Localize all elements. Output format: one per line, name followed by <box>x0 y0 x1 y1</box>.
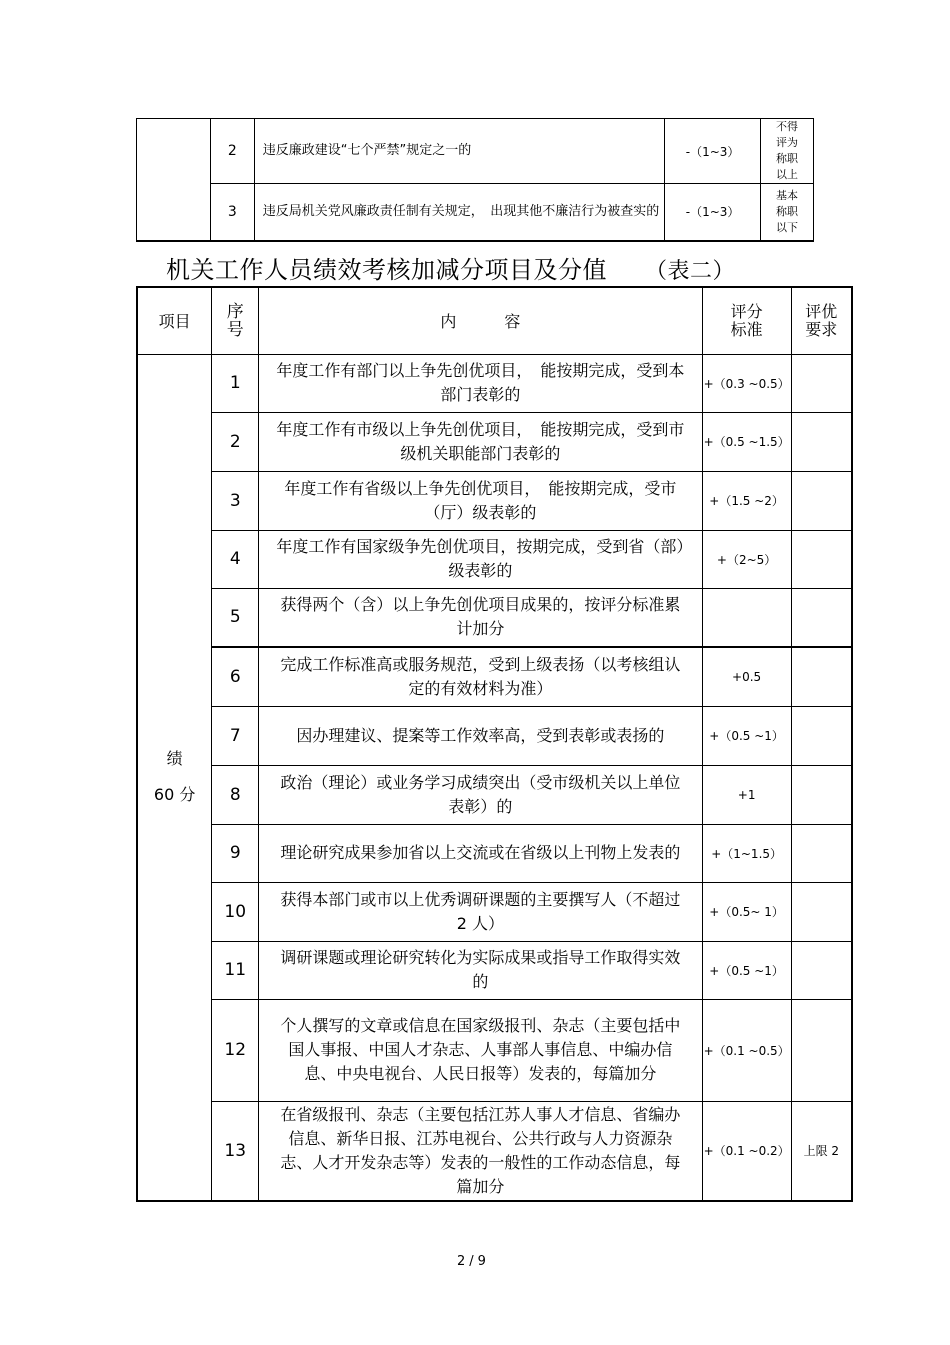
row-score: +（0.1 ~0.2） <box>702 1101 791 1201</box>
row-score: +（1~1.5） <box>702 824 791 882</box>
row-requirement: 不得评为称职以上 <box>761 119 814 184</box>
row-seq: 2 <box>210 119 254 184</box>
row-score: +（0.1 ~0.5） <box>702 999 791 1101</box>
project-cell <box>137 354 212 1201</box>
row-requirement: 上限 2 <box>791 1101 852 1201</box>
row-seq: 13 <box>212 1101 259 1201</box>
row-content: 违反廉政建设“七个严禁”规定之一的 <box>254 119 664 184</box>
table-row <box>137 765 852 824</box>
table-row <box>137 999 852 1101</box>
row-score <box>702 588 791 647</box>
table-row <box>137 471 852 530</box>
row-content: 调研课题或理论研究转化为实际成果或指导工作取得实效的 <box>259 941 702 999</box>
row-score: +（0.3 ~0.5） <box>702 354 791 412</box>
row-content: 年度工作有国家级争先创优项目，按期完成，受到省（部）级表彰的 <box>259 530 702 588</box>
row-content: 理论研究成果参加省以上交流或在省级以上刊物上发表的 <box>259 824 702 882</box>
row-score: +（0.5 ~1） <box>702 941 791 999</box>
row-score: +（2~5） <box>702 530 791 588</box>
row-content: 完成工作标准高或服务规范，受到上级表扬（以考核组认定的有效材料为准） <box>259 647 702 706</box>
header-score: 评分标准 <box>702 287 791 354</box>
row-score: +（0.5 ~1.5） <box>702 412 791 471</box>
scoring-table <box>136 286 853 1202</box>
row-score: -（1~3） <box>665 119 761 184</box>
row-score: +1 <box>702 765 791 824</box>
row-content: 个人撰写的文章或信息在国家级报刊、杂志（主要包括中国人事报、中国人才杂志、人事部人事信息、中编办信息、中央电视台、人民日报等）发表的，每篇加分 <box>259 999 702 1101</box>
row-content: 获得本部门或市以上优秀调研课题的主要撰写人（不超过 2 人） <box>259 882 702 941</box>
row-requirement <box>791 882 852 941</box>
row-content: 因办理建议、提案等工作效率高，受到表彰或表扬的 <box>259 706 702 765</box>
row-requirement <box>791 941 852 999</box>
table-row <box>137 1101 852 1201</box>
row-score: +（1.5 ~2） <box>702 471 791 530</box>
page-total: 9 <box>477 1254 486 1269</box>
row-seq: 11 <box>212 941 259 999</box>
row-seq: 3 <box>212 471 259 530</box>
row-requirement <box>791 354 852 412</box>
header-requirement: 评优要求 <box>791 287 852 354</box>
header-seq: 序号 <box>212 287 259 354</box>
row-seq: 2 <box>212 412 259 471</box>
row-seq: 3 <box>210 184 254 241</box>
table-row <box>137 412 852 471</box>
table-row <box>137 354 852 412</box>
header-project: 项目 <box>137 287 212 354</box>
page-current: 2 <box>457 1254 466 1269</box>
table-row <box>137 588 852 647</box>
header-content: 内 容 <box>259 287 702 354</box>
row-content: 获得两个（含）以上争先创优项目成果的，按评分标准累计加分 <box>259 588 702 647</box>
row-content: 年度工作有市级以上争先创优项目， 能按期完成，受到市级机关职能部门表彰的 <box>259 412 702 471</box>
row-seq: 1 <box>212 354 259 412</box>
row-content: 违反局机关党风廉政责任制有关规定， 出现其他不廉洁行为被查实的 <box>254 184 664 241</box>
row-seq: 10 <box>212 882 259 941</box>
table-row <box>137 184 814 241</box>
title-sub: （表二） <box>645 259 736 284</box>
table-row <box>137 119 814 184</box>
row-requirement <box>791 471 852 530</box>
row-seq: 8 <box>212 765 259 824</box>
table-row <box>137 706 852 765</box>
header-row <box>137 287 852 354</box>
row-requirement: 基本称职以下 <box>761 184 814 241</box>
row-content: 政治（理论）或业务学习成绩突出（受市级机关以上单位表彰）的 <box>259 765 702 824</box>
row-requirement <box>791 706 852 765</box>
table-row <box>137 530 852 588</box>
row-content: 年度工作有省级以上争先创优项目， 能按期完成，受市（厅）级表彰的 <box>259 471 702 530</box>
row-seq: 12 <box>212 999 259 1101</box>
project-cell <box>137 119 211 241</box>
row-score: -（1~3） <box>665 184 761 241</box>
row-requirement <box>791 765 852 824</box>
page-number <box>455 1254 488 1269</box>
row-requirement <box>791 412 852 471</box>
row-seq: 9 <box>212 824 259 882</box>
row-seq: 7 <box>212 706 259 765</box>
row-requirement <box>791 588 852 647</box>
title-main: 机关工作人员绩效考核加减分项目及分值 <box>166 256 607 284</box>
project-name: 绩 <box>166 749 183 769</box>
row-requirement <box>791 999 852 1101</box>
row-content: 年度工作有部门以上争先创优项目， 能按期完成，受到本部门表彰的 <box>259 354 702 412</box>
row-requirement <box>791 824 852 882</box>
table-title <box>166 250 735 285</box>
table-row <box>137 882 852 941</box>
table-row <box>137 824 852 882</box>
row-requirement <box>791 530 852 588</box>
row-score: +（0.5 ~1） <box>702 706 791 765</box>
row-seq: 6 <box>212 647 259 706</box>
table-row <box>137 647 852 706</box>
project-points: 60 分 <box>153 785 196 805</box>
row-score: +0.5 <box>702 647 791 706</box>
row-requirement <box>791 647 852 706</box>
previous-table-fragment <box>136 118 814 242</box>
row-content: 在省级报刊、杂志（主要包括江苏人事人才信息、省编办信息、新华日报、江苏电视台、公共行政与人力资源杂志、人才开发杂志等）发表的一般性的工作动态信息，每篇加分 <box>259 1101 702 1201</box>
page-separator: / <box>469 1254 474 1269</box>
row-seq: 4 <box>212 530 259 588</box>
table-row <box>137 941 852 999</box>
row-seq: 5 <box>212 588 259 647</box>
row-score: +（0.5~ 1） <box>702 882 791 941</box>
